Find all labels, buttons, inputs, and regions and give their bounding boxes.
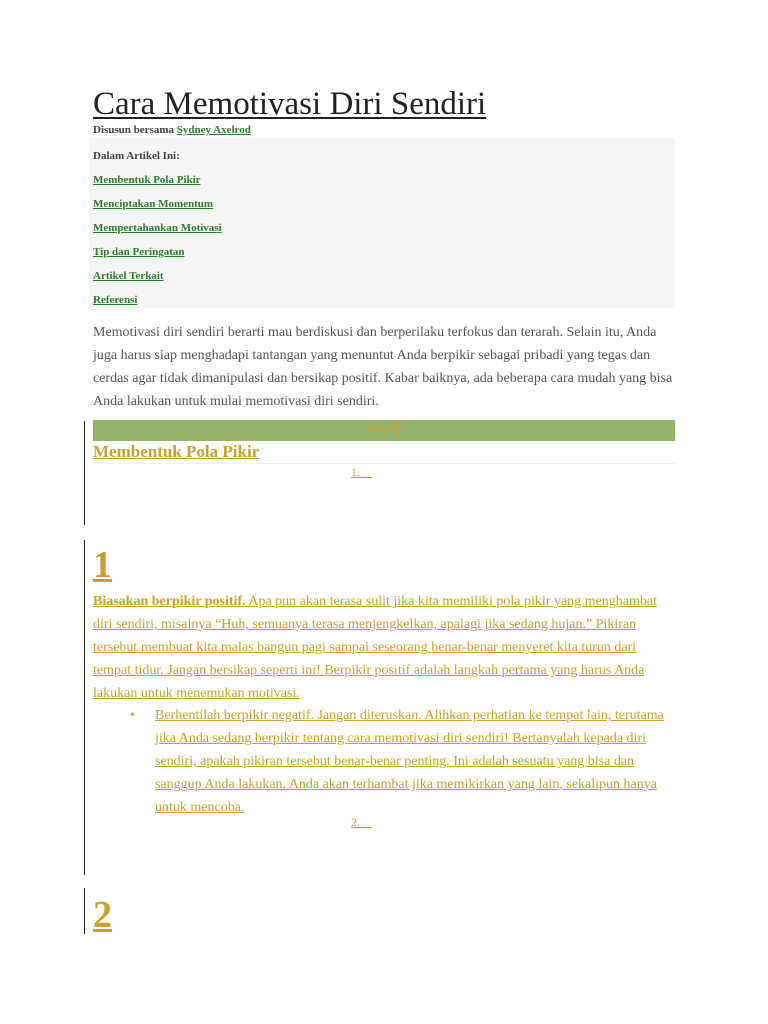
author-link[interactable]: Sydney Axelrod (176, 124, 251, 136)
step-text (93, 590, 663, 705)
toc-link-mempertahankan-motivasi[interactable]: Mempertahankan Motivasi (93, 222, 222, 234)
step-number: 1 (93, 544, 112, 586)
left-rule (84, 888, 85, 934)
toc-link-tip-dan-peringatan[interactable]: Tip dan Peringatan (93, 246, 185, 258)
section-number[interactable]: 1 (394, 420, 403, 437)
toc-link-membentuk-pola-pikir[interactable]: Membentuk Pola Pikir (93, 174, 201, 186)
toc-link-artikel-terkait[interactable]: Artikel Terkait (93, 270, 164, 282)
toc-link-referensi[interactable]: Referensi (93, 294, 138, 306)
toc-heading: Dalam Artikel Ini: (93, 150, 180, 162)
section-header-bar (93, 420, 675, 441)
step-anchor-link[interactable]: 2. (351, 815, 360, 829)
intro-paragraph: Memotivasi diri sendiri berarti mau berdiskusi dan berperilaku terfokus dan terarah. Selain itu, Anda juga harus siap menghadapi tantangan yang menuntut Anda berpikir sebagai pribadi yang tegas dan cerdas agar tidak dimanipulasi dan bersikap positif. Kabar baiknya, ada beberapa cara mudah yang bisa Anda lakukan untuk mulai memotivasi diri sendiri. (93, 325, 673, 409)
byline (93, 124, 251, 136)
step-number: 2 (93, 894, 112, 936)
toc-link-menciptakan-momentum[interactable]: Menciptakan Momentum (93, 198, 214, 210)
page-title: Cara Memotivasi Diri Sendiri (93, 86, 487, 122)
section-title[interactable]: Membentuk Pola Pikir (93, 442, 260, 461)
divider (93, 463, 675, 464)
step-anchor-link[interactable]: 1. (351, 465, 360, 479)
step-body: Apa pun akan terasa sulit jika kita memiliki pola pikir yang menghambat diri sendiri, misalnya “Huh, semuanya terasa menjengkelkan, apalagi jika sedang hujan.” Pikiran tersebut membuat kita malas bangun pagi sampai seseorang benar-benar menyeret kita turun dari tempat tidur. Jangan bersikap seperti ini! Berpikir positif adalah langkah pertama yang harus Anda lakukan untuk menemukan motivasi. (93, 594, 657, 701)
left-rule (84, 540, 85, 875)
left-rule (84, 421, 85, 525)
bullet-dot: • (130, 708, 135, 723)
section-label[interactable]: Bagian (365, 422, 395, 433)
table-of-contents (89, 138, 675, 308)
step-lead: Biasakan berpikir positif. (93, 594, 246, 609)
byline-prefix: Disusun bersama (93, 124, 174, 136)
bullet-text: Berhentilah berpikir negatif. Jangan diteruskan. Alihkan perhatian ke tempat lain, terutama jika Anda sedang berpikir tentang cara memotivasi diri sendiri! Bertanyalah kepada diri sendiri, apakah pikiran tersebut benar-benar penting. Ini adalah sesuatu yang bisa dan sanggup Anda lakukan. Anda akan terhambat jika memikirkan yang lain, sekalipun hanya untuk mencoba. (155, 708, 664, 815)
